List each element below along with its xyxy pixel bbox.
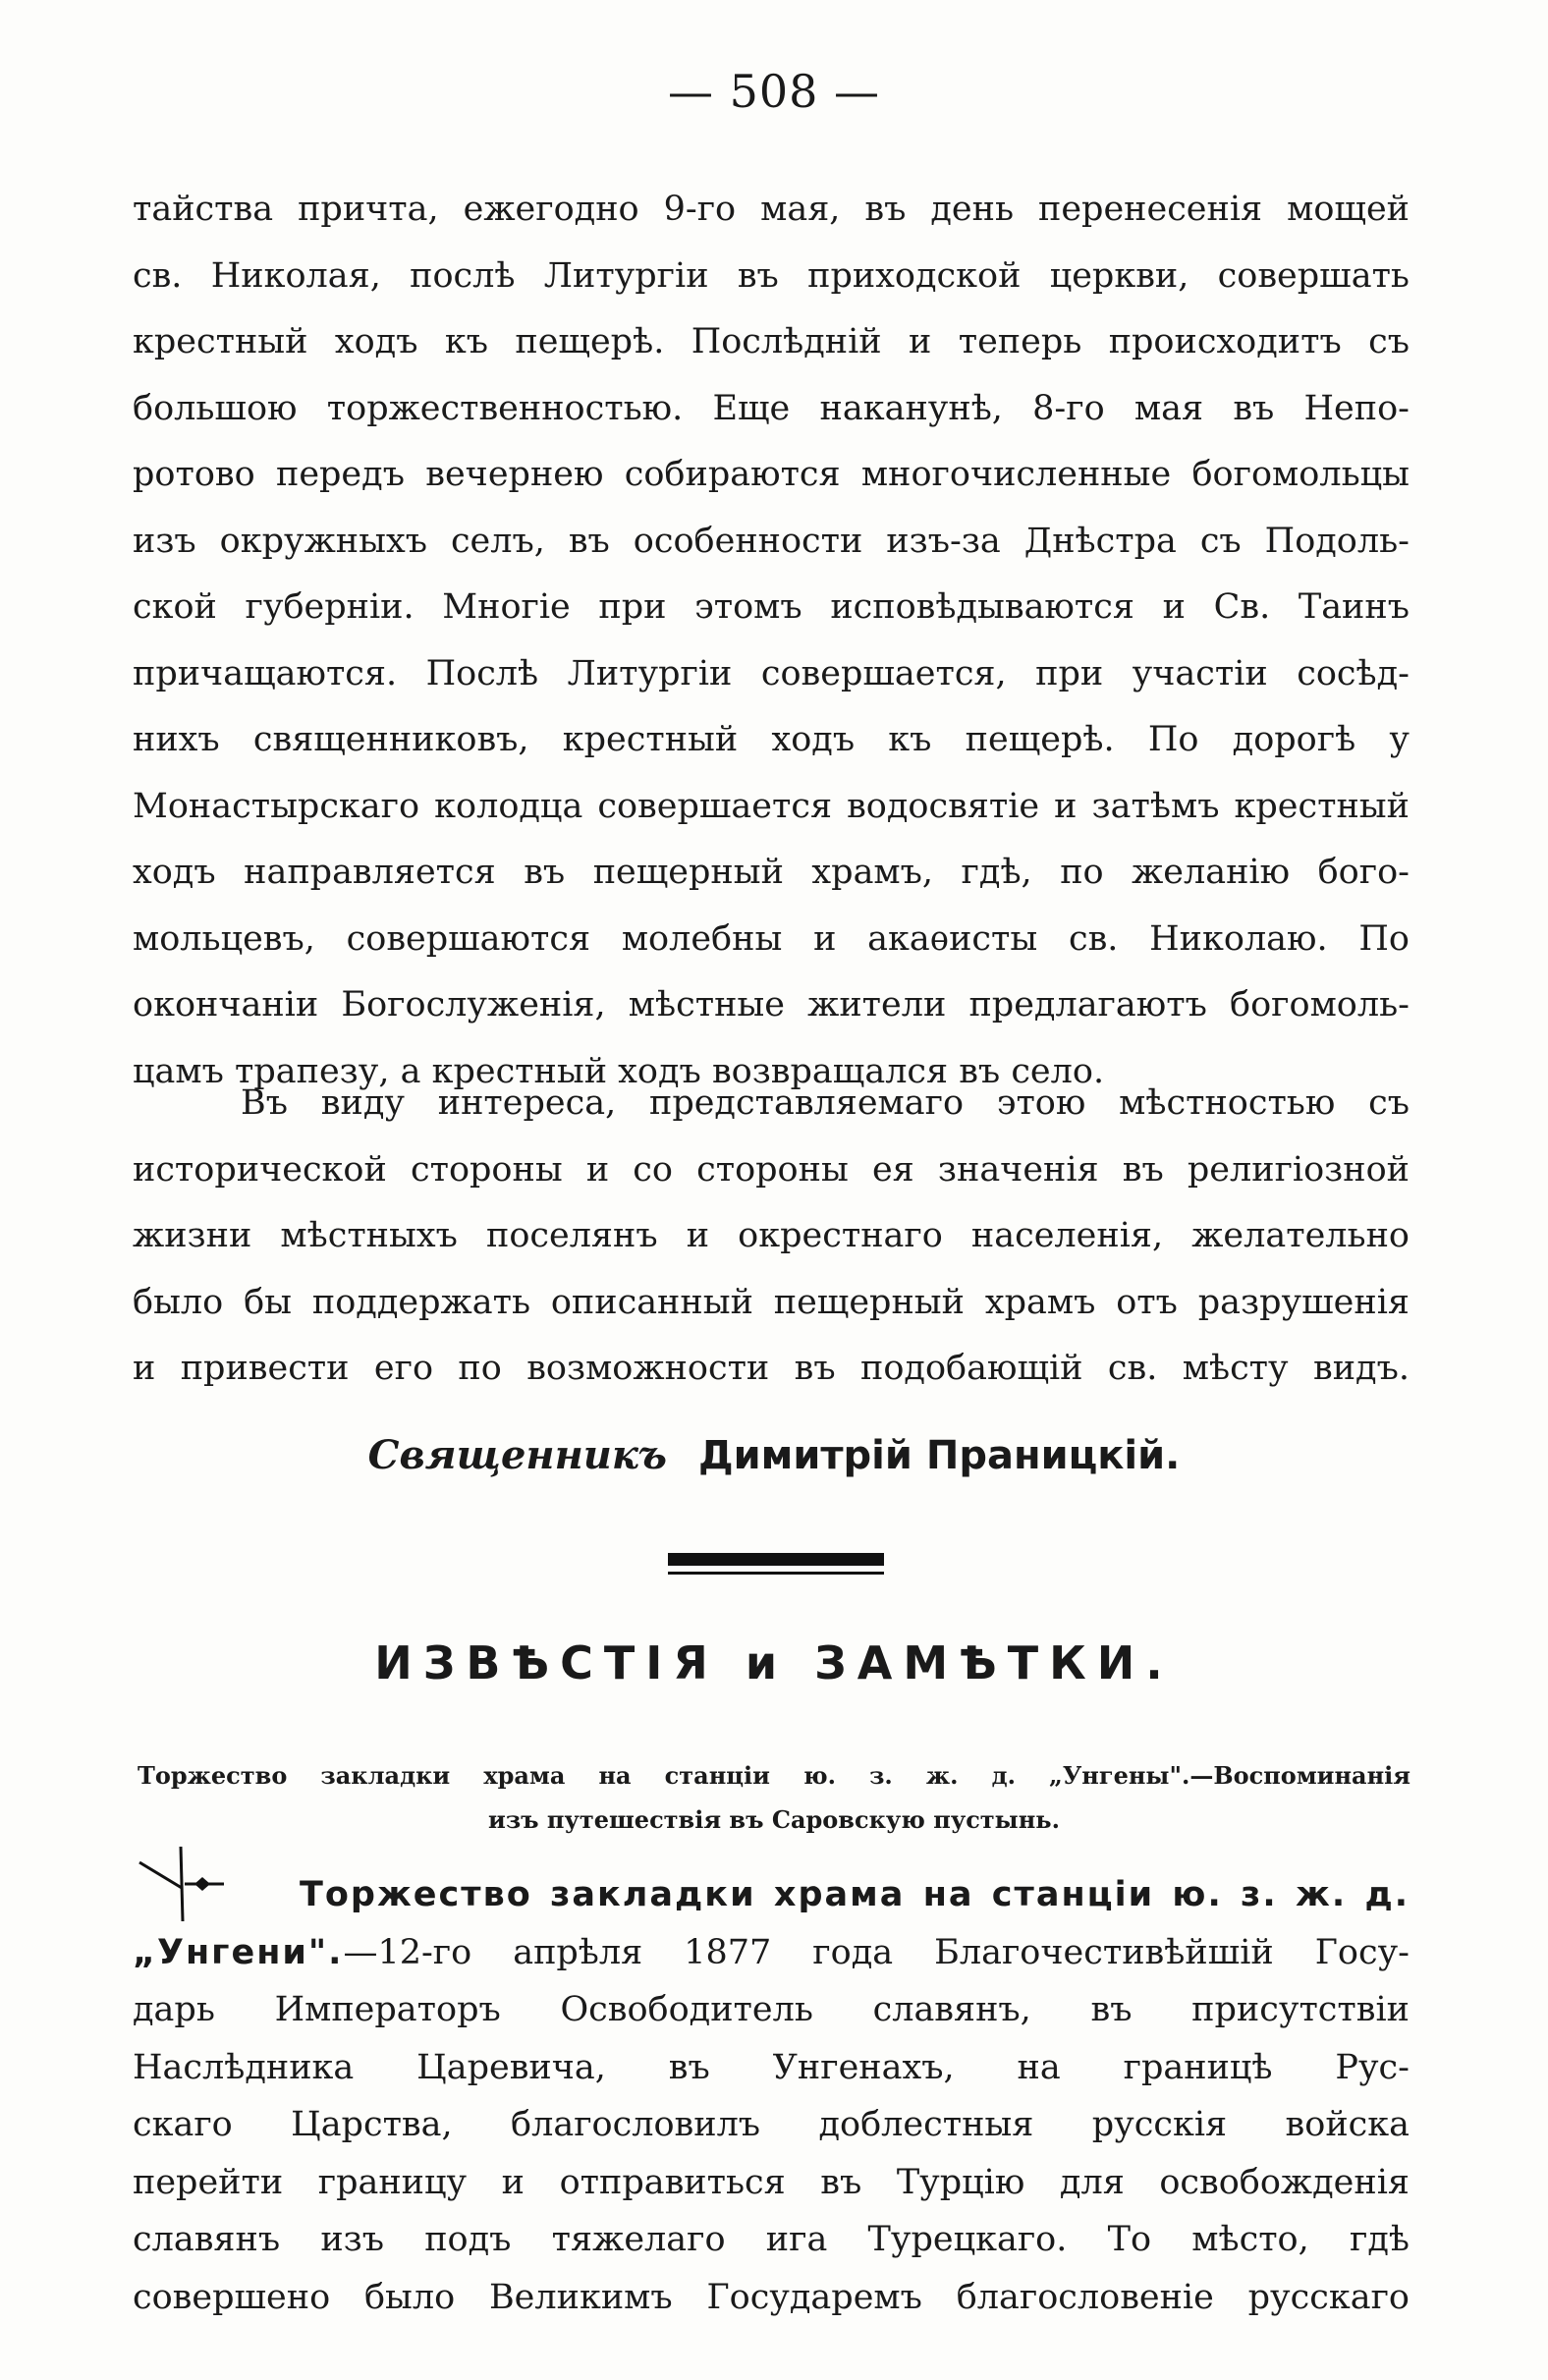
notice-ungheni-church (133, 1866, 1410, 2326)
notice-headline-cont: „Унгени". (133, 1932, 344, 1972)
text-line (133, 1924, 1410, 1982)
text-line: большою торжественностью. Еще наканунѣ, 8-го мая въ Непо- (133, 388, 1410, 428)
text-line: Въ виду интереса, представляемаго этою мѣстностью съ (241, 1083, 1410, 1123)
text-line: скаго Царства, благословилъ доблестныя русскія войска (133, 2105, 1410, 2144)
text-line: цамъ трапезу, а крестный ходъ возвращался въ село. (133, 1051, 1105, 1091)
text-line: изъ окружныхъ селъ, въ особенности изъ-за Днѣстра съ Подоль- (133, 521, 1410, 561)
text-line: и привести его по возможности въ подобающій св. мѣсту видъ. (133, 1349, 1410, 1388)
text-line: дарь Императоръ Освободитель славянъ, въ присутствіи (133, 1990, 1410, 2029)
text-line: совершено было Великимъ Государемъ благословеніе русскаго (133, 2277, 1410, 2317)
section-divider-thick (668, 1553, 884, 1566)
text-line: ротово передъ вечернею собираются многочисленные богомольцы (133, 455, 1410, 494)
notice-line-text: —12-го апрѣля 1877 года Благочестивѣйшій Госу- (343, 1932, 1410, 1972)
paragraph-cave-procession (133, 177, 1410, 1105)
text-line: Наслѣдника Царевича, въ Унгенахъ, на границѣ Рус- (133, 2047, 1410, 2087)
text-line: крестный ходъ къ пещерѣ. Послѣдній и теперь происходитъ съ (133, 322, 1410, 361)
text-line: Монастырскаго колодца совершается водосвятіе и затѣмъ крестный (133, 786, 1410, 826)
author-signature (0, 1432, 1548, 1478)
text-line: жизни мѣстныхъ поселянъ и окрестнаго населенія, желательно (133, 1216, 1410, 1255)
section-title: ИЗВѢСТІЯ и ЗАМѢТКИ. (374, 1636, 1174, 1689)
text-line: исторической стороны и со стороны ея значенія въ религіозной (133, 1149, 1410, 1190)
signature-role: Священникъ (367, 1432, 667, 1478)
text-line: ходъ направляется въ пещерный храмъ, гдѣ, по желанію бого- (133, 853, 1410, 892)
section-divider-thin (668, 1572, 884, 1575)
paragraph-preservation-appeal (133, 1071, 1410, 1403)
summary-line: Торжество закладки храма на станціи ю. з. ж. д. „Унгены".—Воспоминанія (138, 1761, 1410, 1790)
notice-headline: Торжество закладки храма на станціи ю. з. ж. д. (300, 1875, 1410, 1914)
text-line: причащаются. Послѣ Литургіи совершается, при участіи сосѣд- (133, 653, 1410, 693)
text-line: окончаніи Богослуженія, мѣстные жители предлагаютъ богомоль- (133, 985, 1410, 1024)
text-line: мольцевъ, совершаются молебны и акаѳисты св. Николаю. По (133, 918, 1410, 959)
text-line: славянъ изъ подъ тяжелаго ига Турецкаго. То мѣсто, гдѣ (133, 2220, 1410, 2259)
text-line: нихъ священниковъ, крестный ходъ къ пещерѣ. По дорогѣ у (133, 720, 1410, 759)
text-line: перейти границу и отправиться въ Турцію для освобожденія (133, 2162, 1410, 2202)
section-summary (138, 1753, 1410, 1842)
text-line: ской губерніи. Многіе при этомъ исповѣдываются и Св. Таинъ (133, 587, 1410, 627)
page-number: — 508 — (667, 65, 881, 118)
text-line: тайства причта, ежегодно 9-го мая, въ день перенесенія мощей (133, 190, 1410, 229)
text-line: св. Николая, послѣ Литургіи въ приходской церкви, совершать (133, 255, 1410, 296)
text-line: было бы поддержать описанный пещерный храмъ отъ разрушенія (133, 1282, 1410, 1322)
summary-line: изъ путешествія въ Саровскую пустынь. (488, 1805, 1060, 1834)
signature-name: Димитрій Праницкій. (697, 1433, 1181, 1478)
